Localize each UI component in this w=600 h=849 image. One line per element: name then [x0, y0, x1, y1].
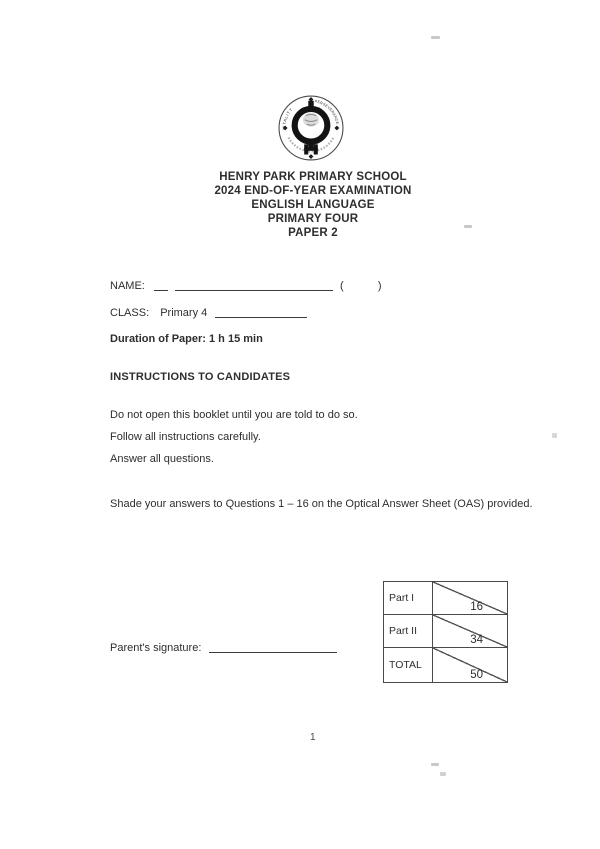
page-number: 1	[310, 732, 316, 743]
school-crest-icon	[277, 94, 345, 162]
paper-number: PAPER 2	[288, 227, 338, 239]
class-blank-line	[215, 305, 307, 318]
score-row-label: Part I	[384, 582, 433, 614]
scan-artifact	[440, 772, 446, 776]
name-field-row	[110, 278, 382, 292]
school-name: HENRY PARK PRIMARY SCHOOL	[219, 171, 407, 183]
exam-title: 2024 END-OF-YEAR EXAMINATION	[214, 185, 412, 197]
score-table	[383, 581, 508, 683]
class-value: Primary 4	[160, 307, 208, 319]
subject-name: ENGLISH LANGUAGE	[251, 199, 375, 211]
index-paren-close: )	[377, 280, 382, 292]
score-cell	[433, 615, 507, 647]
scan-artifact	[431, 763, 439, 766]
instructions-heading: INSTRUCTIONS TO CANDIDATES	[110, 371, 291, 383]
score-row-label: TOTAL	[384, 648, 433, 682]
oas-note: Shade your answers to Questions 1 – 16 on the Optical Answer Sheet (OAS) provided.	[110, 498, 533, 510]
score-cell	[433, 648, 507, 682]
school-logo-icon	[277, 94, 345, 162]
class-field-row	[110, 305, 307, 319]
parent-signature-label: Parent's signature:	[110, 642, 202, 654]
duration-line: Duration of Paper: 1 h 15 min	[110, 333, 263, 345]
name-blank-line-short	[154, 278, 168, 291]
score-max: 34	[470, 634, 483, 646]
index-paren-open: (	[340, 280, 344, 292]
level-name: PRIMARY FOUR	[267, 213, 359, 225]
score-max: 50	[470, 669, 483, 681]
instruction-item: Follow all instructions carefully.	[110, 431, 261, 443]
logo-motto-right: PERSEVERANCE	[314, 99, 340, 125]
name-label: NAME:	[110, 280, 145, 292]
table-row	[384, 648, 507, 682]
logo-motto-left: VITALITY	[281, 106, 294, 131]
parent-signature-row	[110, 640, 337, 654]
exam-header	[0, 170, 600, 240]
instruction-item: Do not open this booklet until you are told to do so.	[110, 409, 358, 421]
score-max: 16	[470, 601, 483, 613]
scan-artifact	[552, 433, 557, 438]
score-row-label: Part II	[384, 615, 433, 647]
table-row	[384, 615, 507, 648]
name-blank-line	[175, 278, 333, 291]
instruction-item: Answer all questions.	[110, 453, 214, 465]
parent-signature-line	[209, 640, 337, 653]
table-row	[384, 582, 507, 615]
scan-artifact	[464, 225, 472, 228]
index-blank	[347, 288, 375, 289]
scan-artifact	[431, 36, 440, 39]
class-label: CLASS:	[110, 307, 150, 319]
score-cell	[433, 582, 507, 614]
